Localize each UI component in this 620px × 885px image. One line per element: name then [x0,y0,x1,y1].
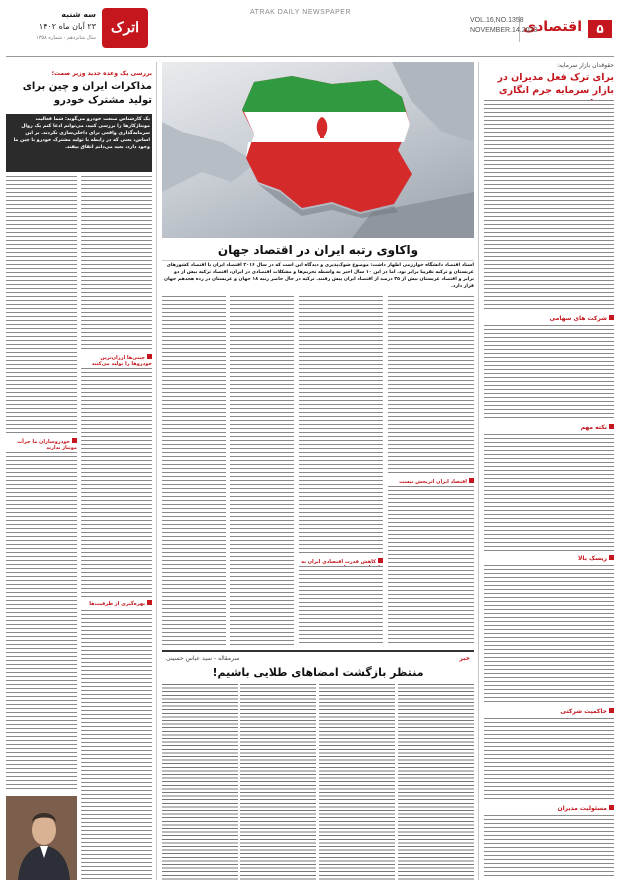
right-subhead-4-text: حاکمیت شرکتی [560,708,607,715]
left-subhead-3 [6,438,77,451]
main-headline-rule [162,260,474,261]
main-headline: واکاوی رتبه ایران در اقتصاد جهان [217,243,419,257]
left-body-col-a3 [81,610,152,880]
editorial-box [162,650,474,882]
paper-name-en: ATRAK DAILY NEWSPAPER [250,9,352,16]
right-body-1 [484,100,614,312]
left-subhead-2-text: بهره‌گیری از ظرفیت‌ها [89,601,145,607]
logo-text: اترک [110,20,140,36]
right-body-5 [484,718,614,802]
right-subhead-3-text: ریسک بالا [577,555,607,562]
section-label: اقتصادی [523,19,582,35]
right-subhead-1-text: شرکت های سهامی [549,315,607,322]
main-body-col-4 [162,296,226,646]
main-subhead-1 [388,478,474,485]
main-body-col-2 [299,296,383,556]
right-headline: برای ترک فعل مدیران در بازار سرمایه جرم انگاری [497,72,614,96]
editorial-col-1 [398,684,474,880]
page-header [0,0,620,58]
right-body-4 [484,565,614,705]
left-column-rule [156,62,157,880]
main-subhead-1-text: اقتصاد ایران اثربخش نیست [399,479,467,485]
left-subhead-1 [81,354,152,367]
right-kicker: حقوقدان بازار سرمایه: [557,62,614,69]
editorial-tag: خبر [459,655,470,662]
portrait-photo [6,796,77,880]
main-subhead-2-text: کاهش قدرت اقتصادی ایران به [301,559,376,565]
right-body-3 [484,434,614,552]
main-body-col-1b [388,486,474,646]
left-subhead-1-text: چینی‌ها ارزان‌ترین خودروها را تولید می‌کنند [91,355,152,367]
right-subhead-2-text: نکته مهم [580,424,607,431]
right-subhead-1 [484,315,614,322]
logo [102,8,148,48]
date-line-en: NOVEMBER.14.2023 [470,27,538,34]
left-body-col-b1 [6,176,77,436]
left-headline: مذاکرات ایران و چین برای تولید مشترک خودرو [22,81,152,106]
left-subhead-2 [81,600,152,607]
left-body-col-b2 [6,452,77,792]
person-photo-illustration [6,796,77,880]
editorial-col-4 [162,684,238,880]
right-subhead-2 [484,424,614,431]
editorial-col-3 [240,684,316,880]
right-subhead-5-text: مسئولیت مدیران [557,805,607,812]
editorial-body [162,684,474,880]
hero-image [162,62,474,238]
main-body-col-1 [388,296,474,476]
issue-number: سال شانزدهم - شماره ۱۳۵۸ [36,35,96,41]
main-body-col-2b [299,566,383,646]
left-column [6,62,152,880]
volume-line: VOL.16,NO.1358 [470,17,524,24]
main-lead: استاد اقتصاد دانشگاه خوارزمی اظهار داشت: موضوع شوک‌پذیری و دیدگاه این است که در سال ۲۰۱۶ اقتصاد ایران با اقتصاد کشورهای عربستان و ترکیه تقریبا برابر بود. اما در این ۱۰ سال اخیر به واسطه تحریم‌ها و مشکلات اقتصادی در ایران، اقتصاد ترکیه بیش از دو برابر و اقتصاد عربستان بیش از ۳۵ درصد از اقتصاد ایران پیش رفتند. ترکیه در حال حاضر رتبه ۱۸ جهان و عربستان در رده هجدهم جهان قرار دارد. [164,263,474,289]
left-subhead-3-text: خودروسازان ما جرأت مونتاژ ندارند [17,439,77,451]
masthead-block [8,8,148,56]
editorial-col-2 [319,684,395,880]
left-lead: یک کارشناس صنعت خودرو می‌گوید: شما فعالیت مونتاژکارها را بررسی کنید، می‌توانم ادعا کنم یک روال سرمایه‌گذاری واقعی برای داخلی‌سازی نکردند. بر این اساس، یعنی که در رابطه با تولید مشترک خودرو با چین ما وجود دارد، بعید می‌دانم اتفاق بیفتد. [6,114,152,172]
iran-flag-shape [242,76,412,212]
issue-day: سه شنبه [61,10,96,19]
editorial-headline: منتظر بازگشت امضاهای طلایی باشیم! [212,666,424,679]
right-column [484,62,614,880]
issue-date: ۲۳ آبان ماه ۱۴۰۲ [38,22,96,31]
iran-map-flag-illustration [162,62,474,238]
page-number: ۵ [596,22,604,36]
right-column-rule [478,62,479,880]
right-subhead-5 [484,805,614,812]
right-body-6 [484,815,614,879]
main-body-col-3 [230,296,294,646]
right-subhead-3 [484,555,614,562]
header-rule [6,56,614,57]
left-body-col-a2 [81,368,152,598]
page-number-box [588,20,612,38]
right-body-2 [484,325,614,421]
left-body-col-a1 [81,176,152,352]
editorial-author: سرمقاله - سید عباس حسینی [166,655,240,662]
left-kicker: بررسی یک وعده جدید وزیر صمت؛ [51,70,152,77]
right-subhead-4 [484,708,614,715]
